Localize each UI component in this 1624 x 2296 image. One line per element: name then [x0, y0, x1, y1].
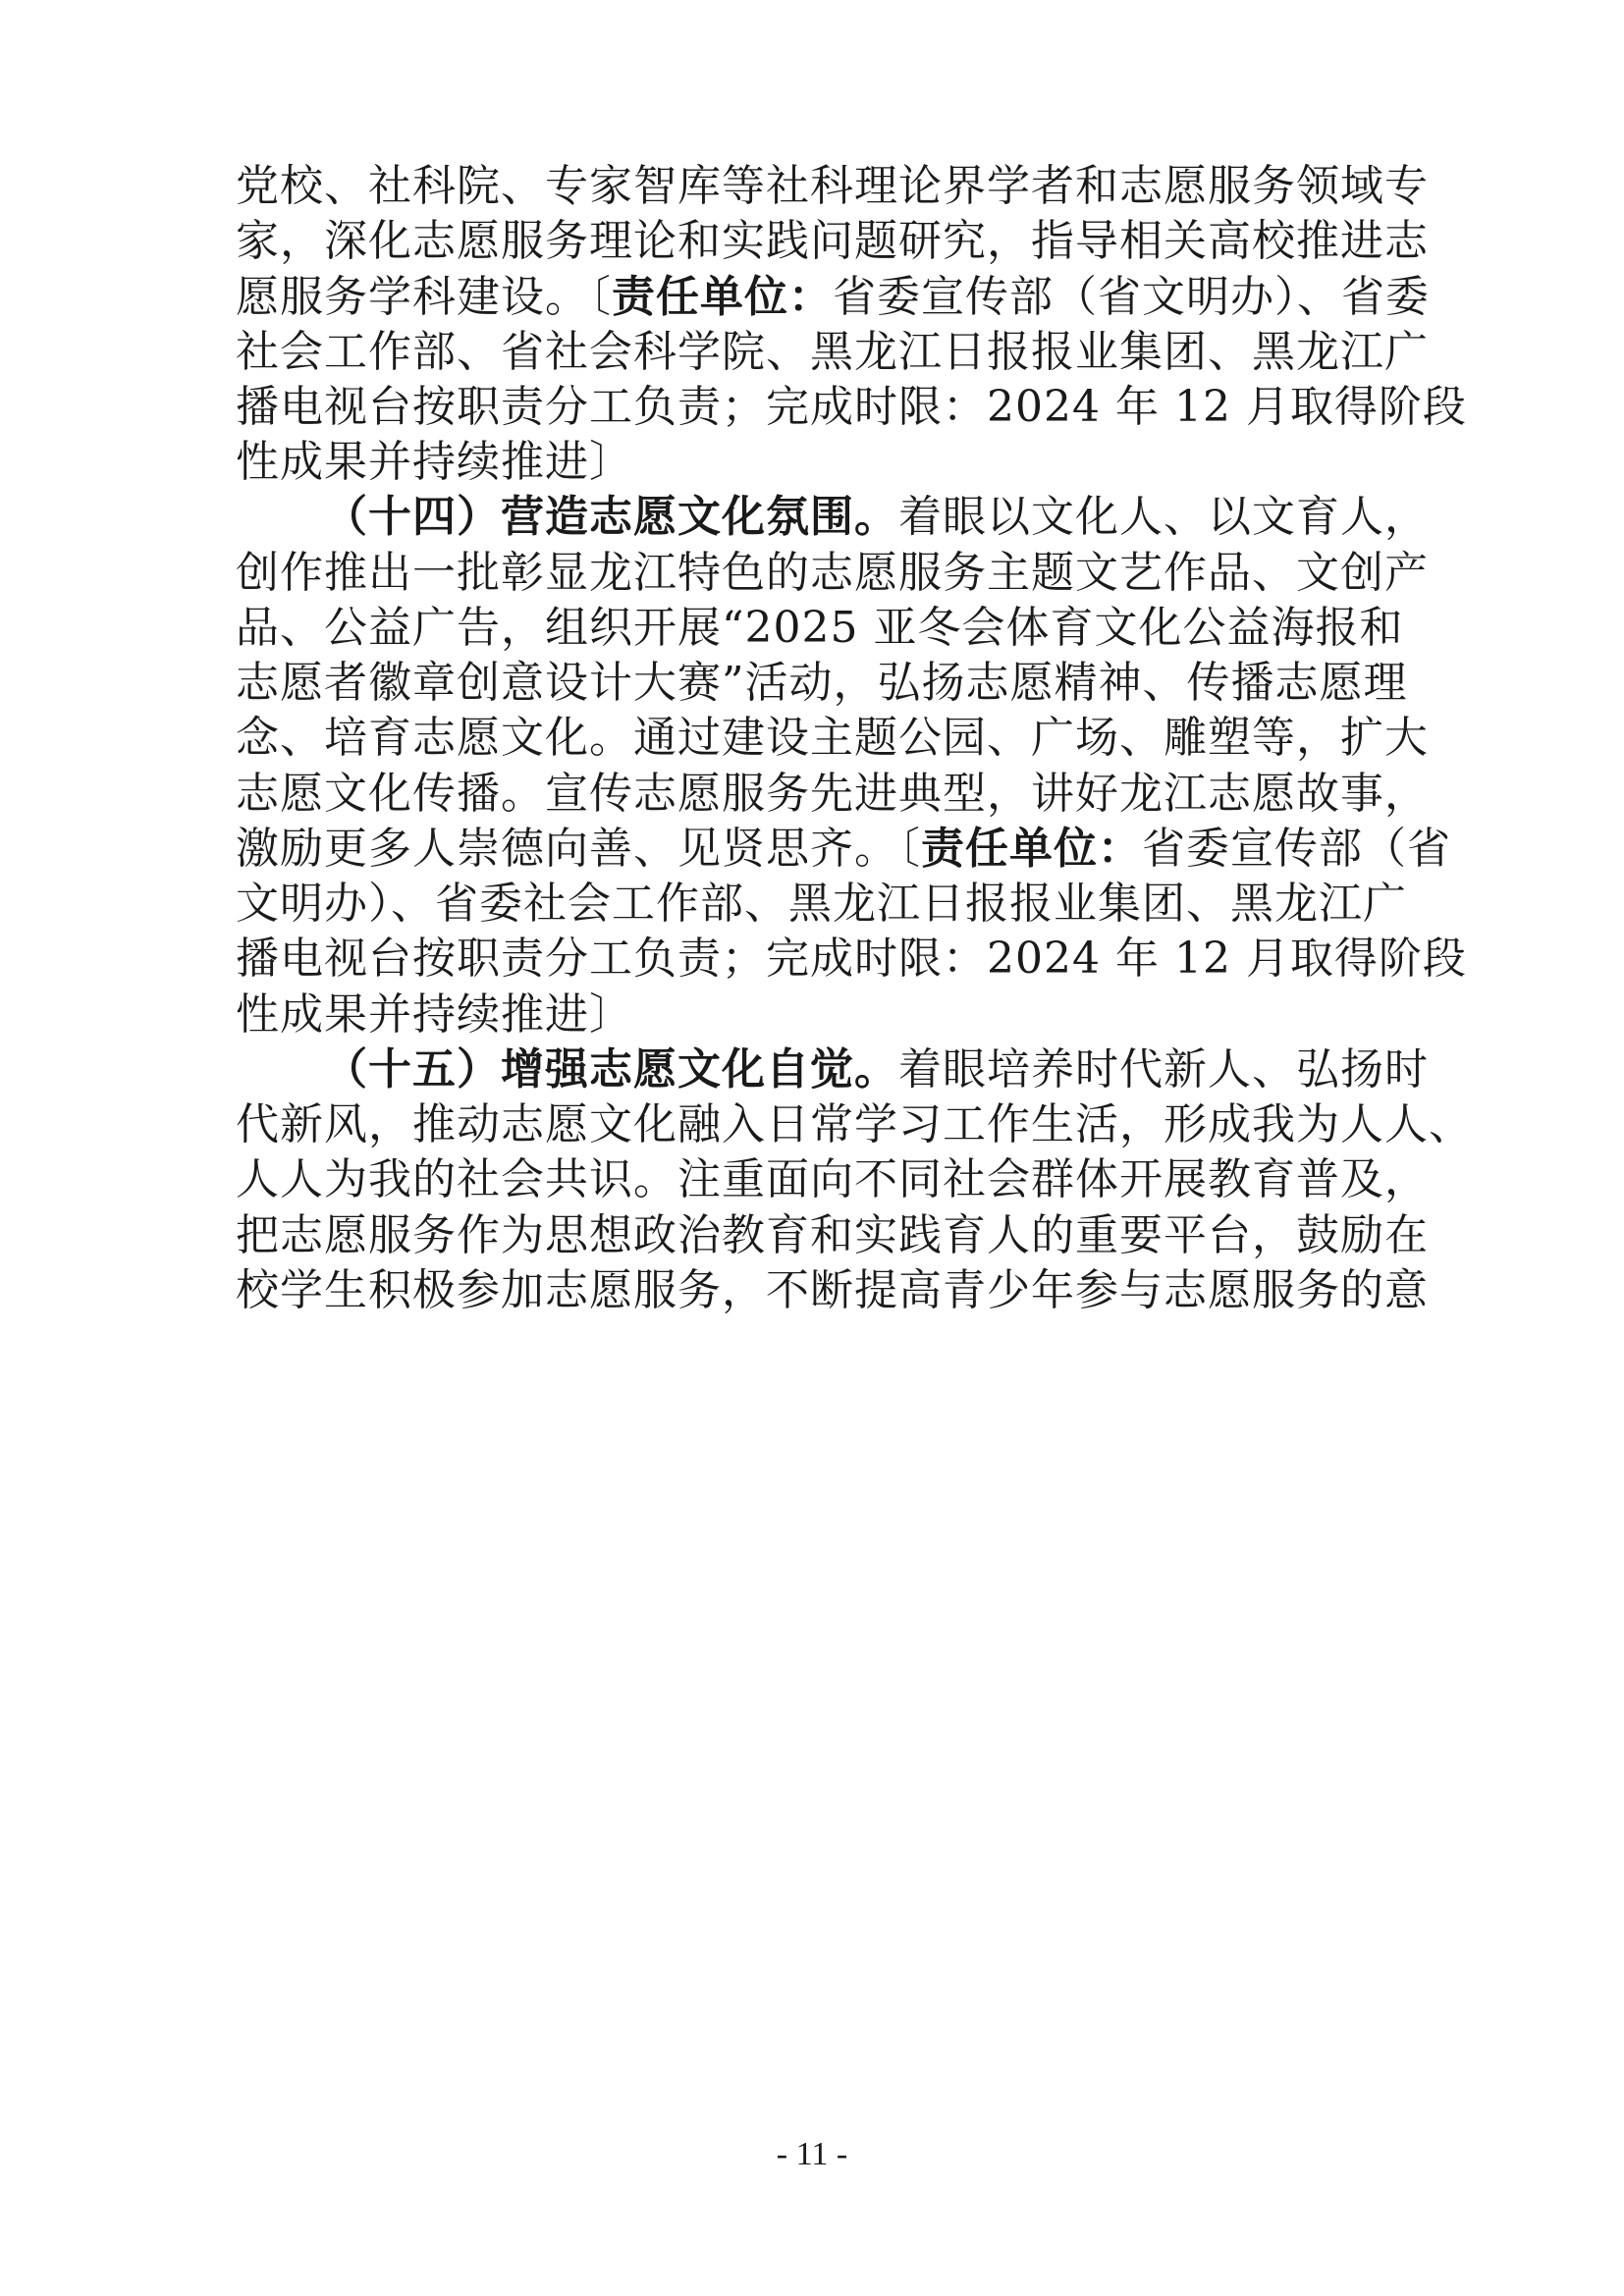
text-line: 社会工作部、省社会科学院、黑龙江日报报业集团、黑龙江广 [236, 327, 1429, 377]
page-number: - 11 - [776, 2136, 848, 2172]
text-line: 党校、社科院、专家智库等社科理论界学者和志愿服务领域专 [236, 161, 1429, 211]
text-span: 着眼培养时代新人、弘扬时 [898, 1044, 1429, 1095]
text-line: 品、公益广告，组织开展“2025 亚冬会体育文化公益海报和 [236, 603, 1404, 653]
text-line: 代新风，推动志愿文化融入日常学习工作生活，形成我为人人、 [236, 1099, 1473, 1149]
text-span: 省委宣传部（省 [1142, 824, 1451, 874]
text-line [236, 268, 1430, 327]
text-span: 省委宣传部（省文明办）、省委 [833, 272, 1430, 322]
responsibility-label: 责任单位： [921, 824, 1142, 874]
text-line: 性成果并持续推进〕 [236, 437, 633, 487]
text-line: 念、培育志愿文化。通过建设主题公园、广场、雕塑等，扩大 [236, 713, 1429, 763]
text-line: 创作推出一批彰显龙江特色的志愿服务主题文艺作品、文创产 [236, 548, 1429, 598]
section-heading: （十五）增强志愿文化自觉。 [324, 1044, 898, 1095]
text-line [324, 488, 1429, 547]
text-span: 愿服务学科建设。〔 [236, 272, 612, 322]
text-line: 播电视台按职责分工负责；完成时限：2024 年 12 月取得阶段 [236, 382, 1467, 432]
text-span: 激励更多人崇德向善、见贤思齐。〔 [236, 824, 921, 874]
text-line: 家，深化志愿服务理论和实践问题研究，指导相关高校推进志 [236, 216, 1429, 266]
section-heading: （十四）营造志愿文化氛围。 [324, 492, 898, 542]
text-span: 着眼以文化人、以文育人， [898, 492, 1429, 542]
text-line: 校学生积极参加志愿服务，不断提高青少年参与志愿服务的意 [236, 1265, 1429, 1315]
text-line [236, 820, 1451, 879]
responsibility-label: 责任单位： [612, 272, 833, 322]
text-line: 人人为我的社会共识。注重面向不同社会群体开展教育普及， [236, 1154, 1429, 1204]
text-line: 把志愿服务作为思想政治教育和实践育人的重要平台，鼓励在 [236, 1210, 1429, 1260]
text-line: 播电视台按职责分工负责；完成时限：2024 年 12 月取得阶段 [236, 934, 1467, 984]
text-line: 志愿者徽章创意设计大赛”活动，弘扬志愿精神、传播志愿理 [236, 658, 1408, 708]
text-line: 性成果并持续推进〕 [236, 989, 633, 1040]
text-line: 文明办）、省委社会工作部、黑龙江日报报业集团、黑龙江广 [236, 879, 1407, 929]
text-line [324, 1041, 1429, 1099]
text-line: 志愿文化传播。宣传志愿服务先进典型，讲好龙江志愿故事， [236, 769, 1429, 819]
